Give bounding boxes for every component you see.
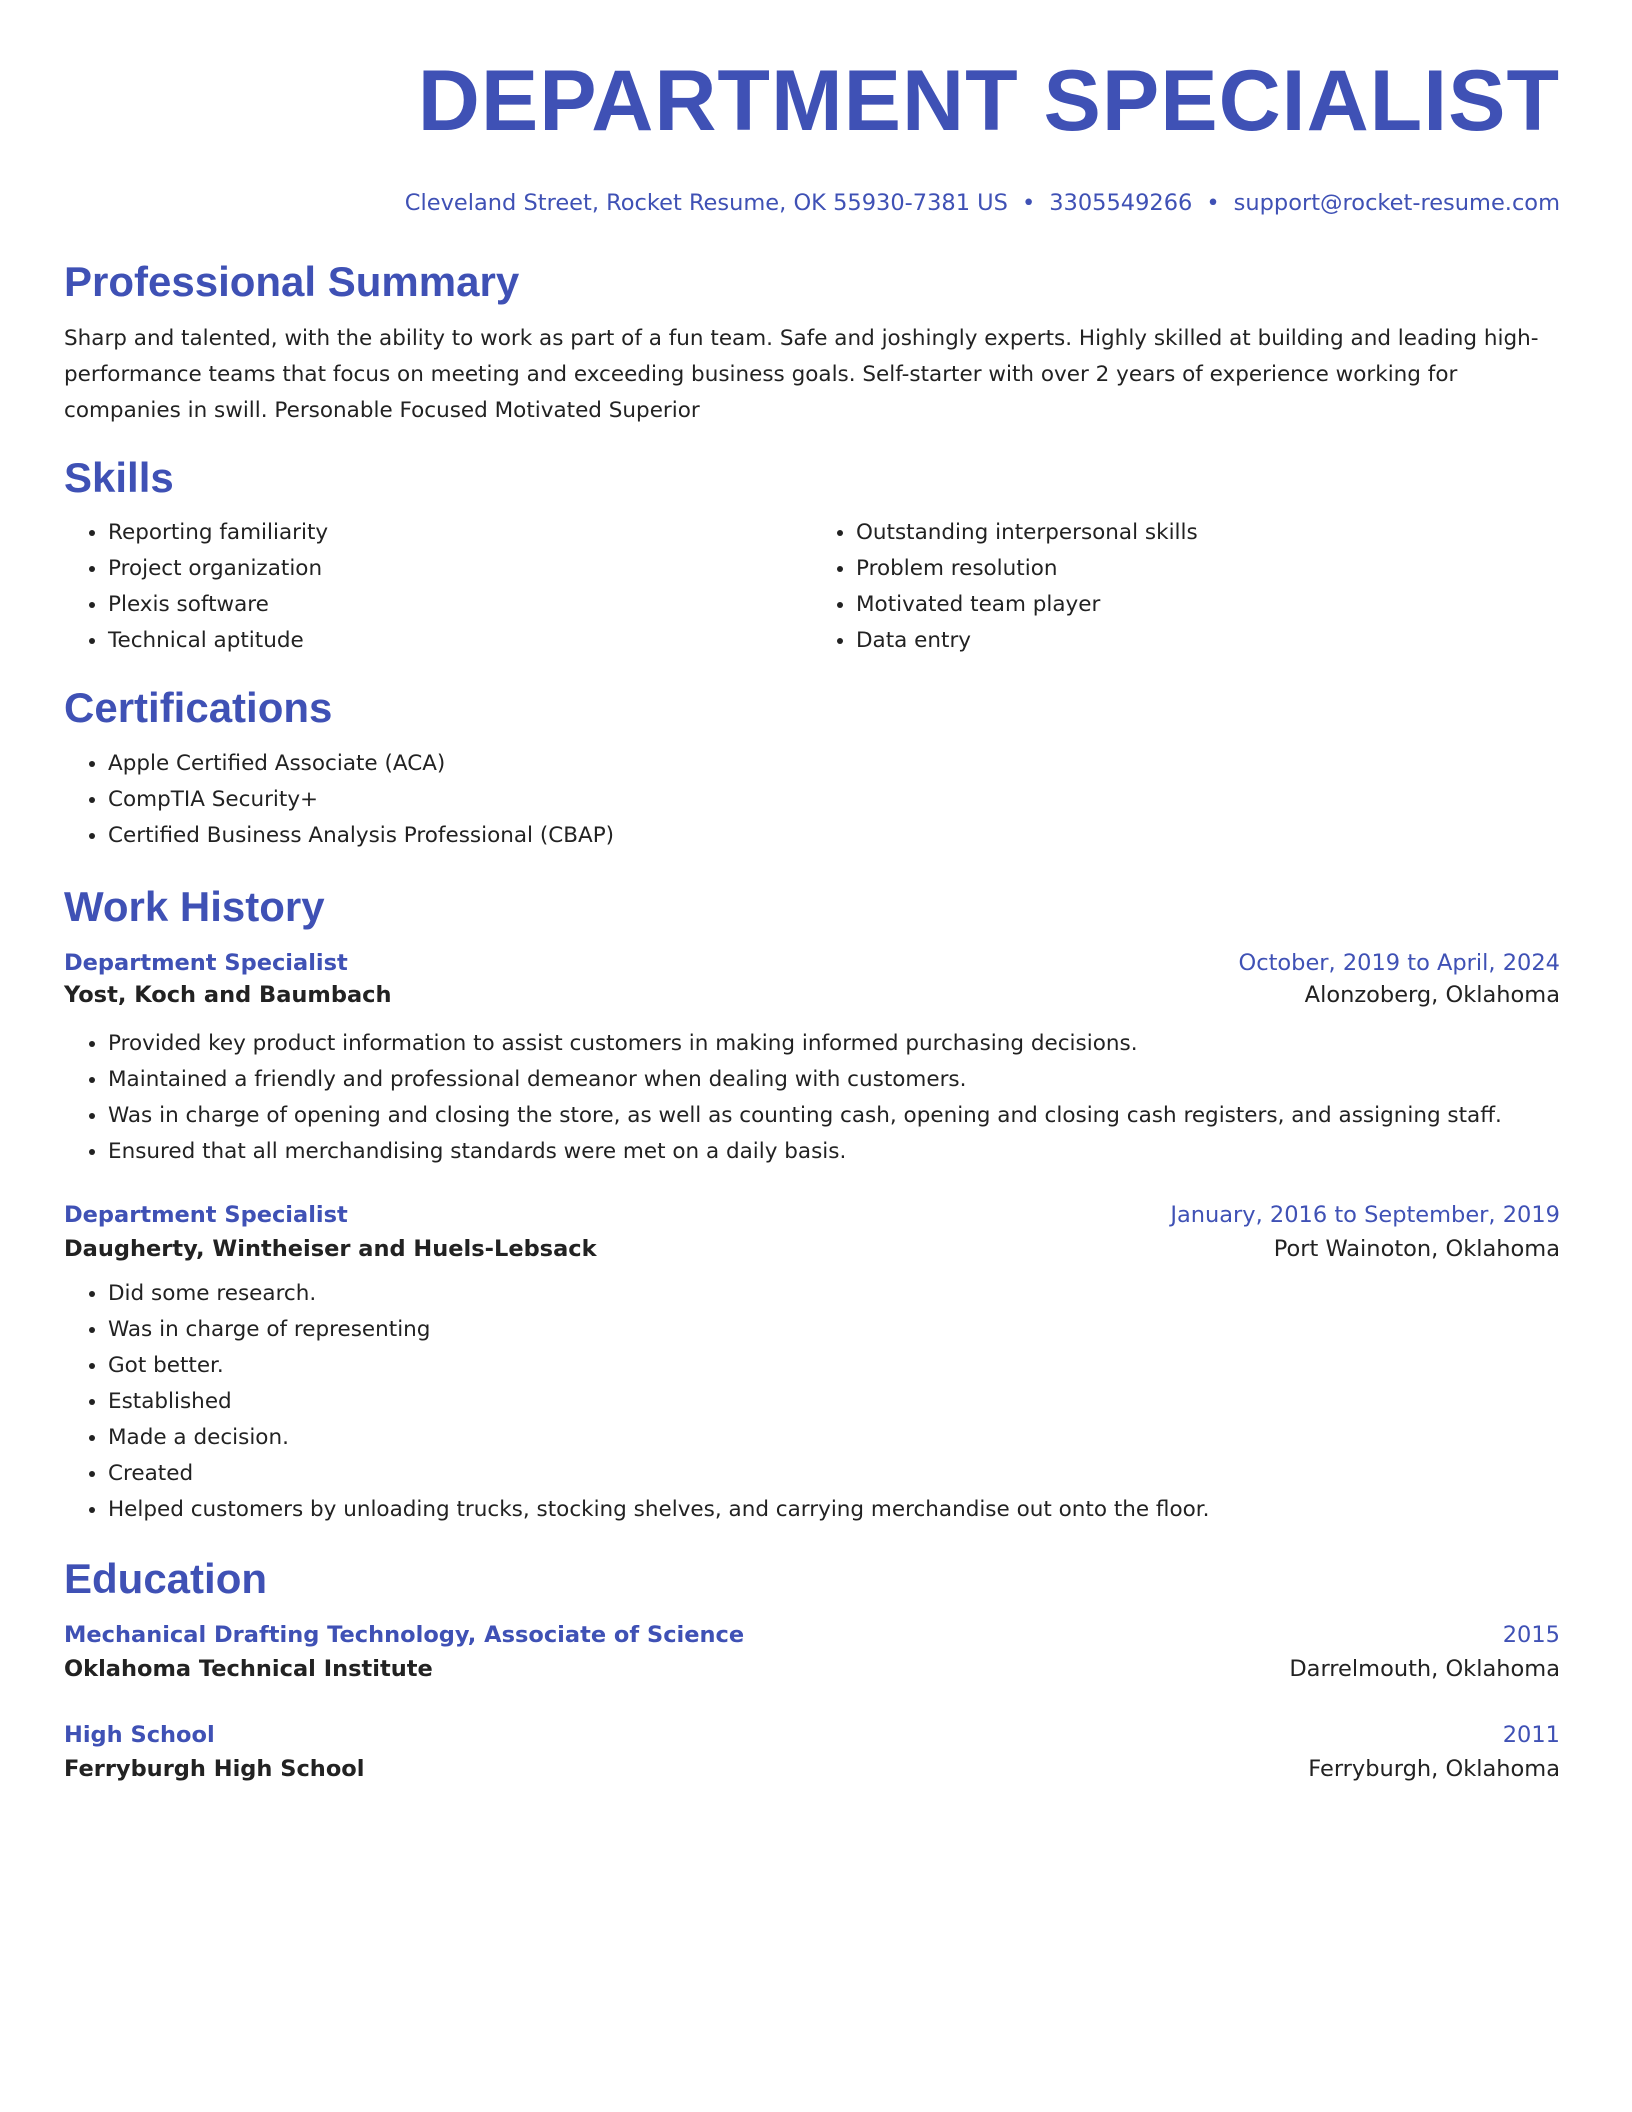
separator-dot: • <box>1206 190 1220 216</box>
job-bullet: • Was in charge of opening and closing the store, as well as counting cash, opening and closing cash registers, and assigning staff. <box>108 1098 1560 1134</box>
skill-item: • Data entry <box>856 623 1560 659</box>
resume-title: DEPARTMENT SPECIALIST <box>417 53 1560 149</box>
contact-phone[interactable]: 3305549266 <box>1049 190 1193 216</box>
job-company: Daugherty, Wintheiser and Huels-Lebsack <box>64 1235 597 1262</box>
education-entry <box>64 1622 1560 1682</box>
job-bullet: • Established <box>108 1384 1560 1420</box>
skills-column-right <box>812 515 1560 659</box>
contact-address: Cleveland Street, Rocket Resume, OK 55930-7381 US <box>404 190 1008 216</box>
job-entry <box>64 950 1560 1170</box>
education-school: Ferryburgh High School <box>64 1755 365 1782</box>
certifications-section <box>64 685 1560 853</box>
skills-column-left <box>64 515 812 659</box>
education-degree: High School <box>64 1721 215 1748</box>
job-dates: January, 2016 to September, 2019 <box>1170 1201 1560 1228</box>
education-degree: Mechanical Drafting Technology, Associate of Science <box>64 1621 745 1648</box>
summary-section <box>64 259 1560 429</box>
job-dates: October, 2019 to April, 2024 <box>1238 949 1560 976</box>
job-location: Port Wainoton, Oklahoma <box>1273 1235 1560 1262</box>
job-header-row <box>64 950 1560 976</box>
education-school: Oklahoma Technical Institute <box>64 1655 433 1682</box>
job-bullet: • Maintained a friendly and professional demeanor when dealing with customers. <box>108 1062 1560 1098</box>
skills-section <box>64 455 1560 659</box>
job-header-row <box>64 1202 1560 1228</box>
education-school-row <box>64 1656 1560 1682</box>
contact-line <box>64 190 1560 217</box>
skill-item: • Reporting familiarity <box>108 515 812 551</box>
job-company-row <box>64 982 1560 1008</box>
summary-heading: Professional Summary <box>64 258 520 305</box>
certification-item: • Certified Business Analysis Professional (CBAP) <box>108 818 1560 854</box>
skill-item: • Project organization <box>108 551 812 587</box>
job-title: Department Specialist <box>64 949 348 976</box>
contact-email[interactable]: support@rocket-resume.com <box>1233 190 1560 216</box>
summary-text: Sharp and talented, with the ability to work as part of a fun team. Safe and joshingly experts. Highly skilled at building and leading high-performance teams that focus on meeting and exceeding business goals. Self-starter with over 2 years of experience working for companies in swill. Personable Focused Motivated Superior <box>64 326 1539 424</box>
job-bullet: • Got better. <box>108 1348 1560 1384</box>
work-history-heading: Work History <box>64 882 325 930</box>
job-title: Department Specialist <box>64 1201 348 1228</box>
education-year: 2015 <box>1502 1621 1560 1648</box>
education-location: Darrelmouth, Oklahoma <box>1289 1655 1560 1682</box>
skill-item: • Motivated team player <box>856 587 1560 623</box>
education-section <box>64 1556 1560 1782</box>
job-bullet: • Provided key product information to assist customers in making informed purchasing decisions. <box>108 1026 1560 1062</box>
job-company: Yost, Koch and Baumbach <box>64 981 392 1008</box>
skills-heading: Skills <box>64 454 174 502</box>
skill-item: • Problem resolution <box>856 551 1560 587</box>
skills-grid <box>64 515 1560 659</box>
job-bullet: • Made a decision. <box>108 1420 1560 1456</box>
job-bullet: • Helped customers by unloading trucks, stocking shelves, and carrying merchandise out onto the floor. <box>108 1492 1560 1528</box>
job-location: Alonzoberg, Oklahoma <box>1304 981 1560 1008</box>
separator-dot: • <box>1021 190 1036 216</box>
education-school-row <box>64 1756 1560 1782</box>
job-bullet: • Was in charge of representing <box>108 1312 1560 1348</box>
job-bullet: • Created <box>108 1456 1560 1492</box>
job-company-row <box>64 1236 1560 1262</box>
education-heading: Education <box>64 1554 268 1602</box>
education-year: 2011 <box>1502 1721 1560 1748</box>
job-bullet: • Ensured that all merchandising standards were met on a daily basis. <box>108 1134 1560 1170</box>
skill-item: • Technical aptitude <box>108 623 812 659</box>
certification-item: • Apple Certified Associate (ACA) <box>108 746 1560 782</box>
job-entry <box>64 1202 1560 1528</box>
job-bullet: • Did some research. <box>108 1276 1560 1312</box>
education-entry <box>64 1722 1560 1782</box>
education-header-row <box>64 1722 1560 1748</box>
work-history-section <box>64 884 1560 1528</box>
certifications-heading: Certifications <box>64 684 333 732</box>
skill-item: • Outstanding interpersonal skills <box>856 515 1560 551</box>
education-header-row <box>64 1622 1560 1648</box>
education-location: Ferryburgh, Oklahoma <box>1308 1755 1560 1782</box>
skill-item: • Plexis software <box>108 587 812 623</box>
certification-item: • CompTIA Security+ <box>108 782 1560 818</box>
